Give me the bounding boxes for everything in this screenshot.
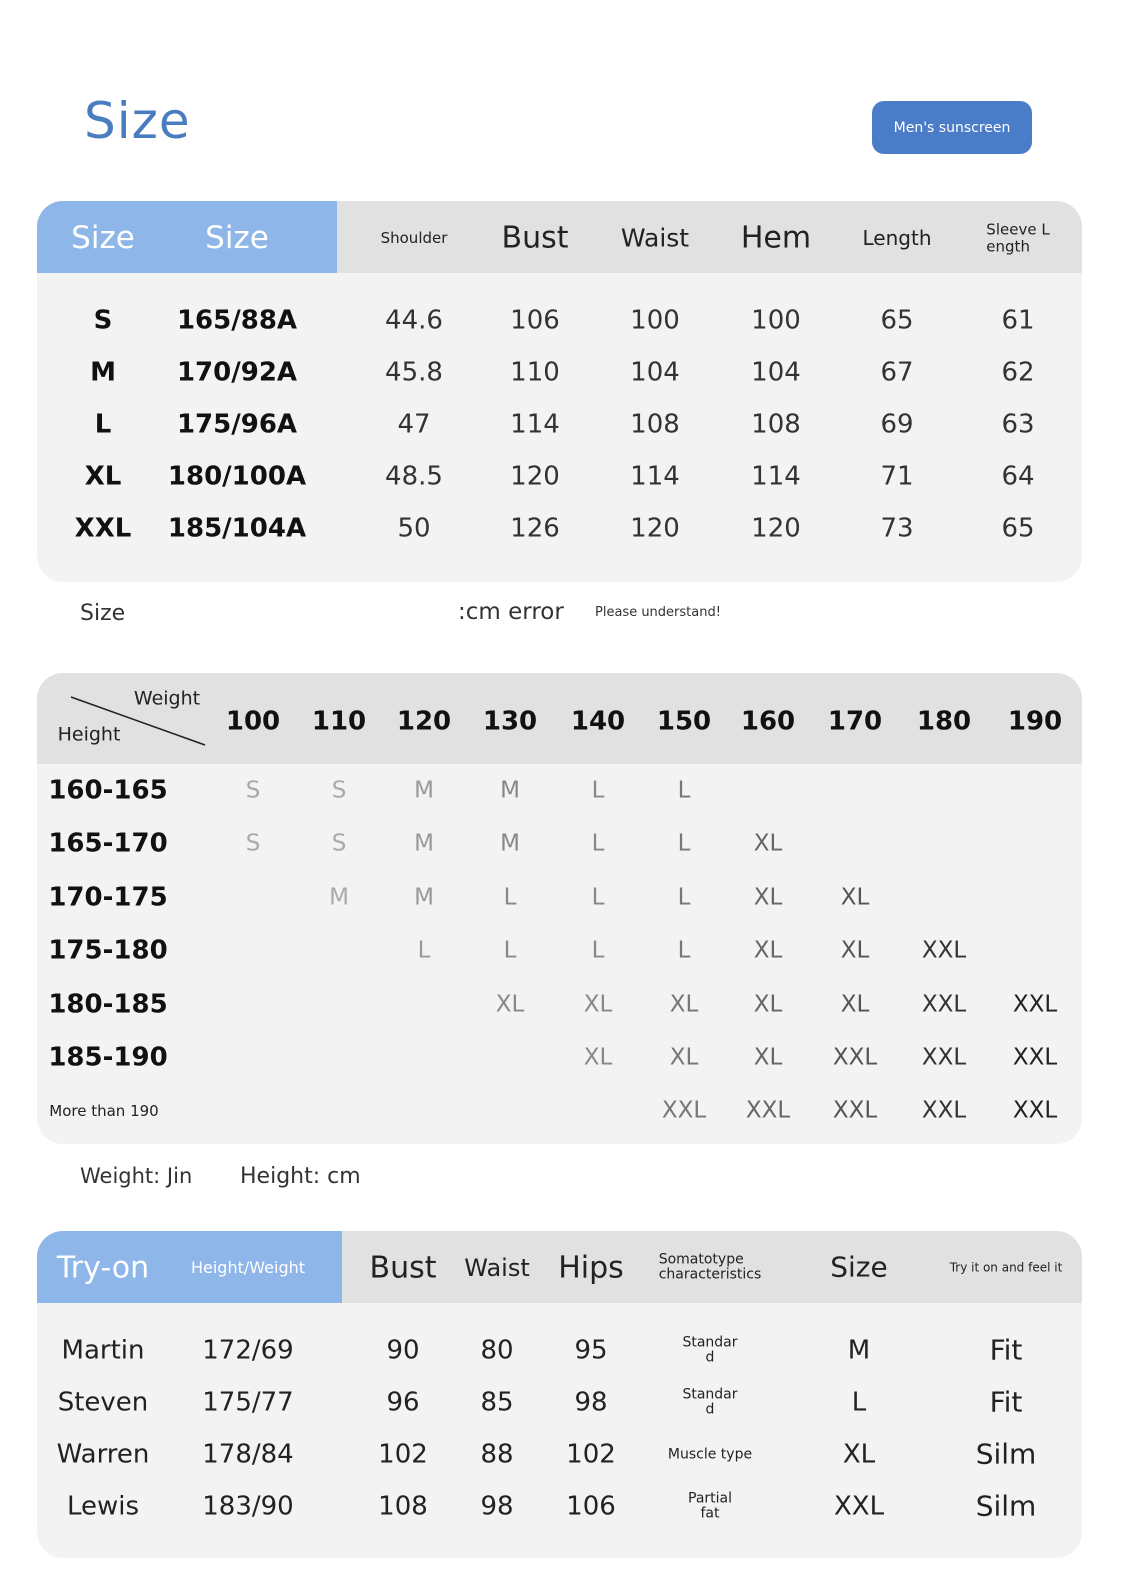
- size-cell: 104: [630, 357, 680, 388]
- size-recommendation-cell: S: [331, 830, 347, 857]
- tryon-header-3: Waist: [464, 1253, 530, 1282]
- size-cell: 120: [630, 513, 680, 544]
- size-cell: 63: [1001, 409, 1035, 440]
- tryon-cell: 88: [480, 1439, 514, 1470]
- height-range-label: More than 190: [49, 1101, 159, 1120]
- size-cell: 108: [630, 409, 680, 440]
- weight-unit-note: Weight: Jin: [80, 1164, 193, 1188]
- size-recommendation-cell: M: [329, 884, 349, 911]
- size-cell: 48.5: [385, 461, 443, 492]
- weight-header: 160: [740, 706, 796, 737]
- size-cell: 114: [510, 409, 560, 440]
- size-recommendation-cell: XL: [583, 991, 613, 1018]
- tryon-table: [37, 1231, 1082, 1558]
- size-recommendation-cell: L: [591, 777, 605, 804]
- size-table: [37, 201, 1082, 582]
- tryon-cell: 172/69: [202, 1335, 294, 1366]
- size-recommendation-cell: XXL: [1012, 1097, 1058, 1124]
- size-cell: 44.6: [385, 305, 443, 336]
- size-recommendation-cell: L: [503, 884, 517, 911]
- tryon-cell: 102: [378, 1439, 428, 1470]
- size-cell: XL: [84, 461, 122, 492]
- size-cell: XXL: [74, 513, 132, 544]
- size-recommendation-cell: XL: [495, 991, 525, 1018]
- weight-header: 120: [396, 706, 452, 737]
- height-range-label: 165-170: [48, 828, 168, 859]
- size-recommendation-cell: XL: [753, 884, 783, 911]
- size-cell: 175/96A: [176, 409, 298, 440]
- size-cell: 69: [880, 409, 914, 440]
- size-cell: 185/104A: [167, 513, 307, 544]
- tryon-cell: 178/84: [202, 1439, 294, 1470]
- size-header-6: Length: [862, 226, 932, 250]
- tryon-cell: Fit: [989, 1385, 1023, 1419]
- size-recommendation-cell: M: [414, 884, 434, 911]
- size-header-2: Shoulder: [380, 228, 448, 247]
- tryon-cell: 175/77: [202, 1387, 294, 1418]
- tryon-header-5: Somatotype characteristics: [658, 1251, 762, 1283]
- size-recommendation-cell: S: [245, 777, 261, 804]
- tryon-cell: 85: [480, 1387, 514, 1418]
- size-header-1: Size: [205, 219, 269, 256]
- tryon-cell: XXL: [833, 1491, 885, 1522]
- size-cell: 170/92A: [176, 357, 298, 388]
- size-cell: 100: [751, 305, 801, 336]
- size-cell: 64: [1001, 461, 1035, 492]
- tryon-header-7: Try it on and feel it: [949, 1260, 1063, 1275]
- size-recommendation-cell: M: [500, 777, 520, 804]
- size-recommendation-cell: XXL: [832, 1097, 878, 1124]
- tryon-cell: Fit: [989, 1333, 1023, 1367]
- weight-header: 190: [1007, 706, 1063, 737]
- size-note-error: :cm error: [458, 599, 564, 625]
- size-cell: 165/88A: [176, 305, 298, 336]
- size-cell: 120: [751, 513, 801, 544]
- size-cell: 65: [1001, 513, 1035, 544]
- size-recommendation-cell: L: [677, 830, 691, 857]
- size-recommendation-cell: XL: [669, 991, 699, 1018]
- tryon-header-1: Height/Weight: [190, 1258, 306, 1278]
- size-cell: 61: [1001, 305, 1035, 336]
- size-cell: 50: [397, 513, 431, 544]
- size-cell: M: [90, 357, 116, 388]
- tryon-cell: Lewis: [66, 1491, 140, 1522]
- size-recommendation-cell: XXL: [921, 991, 967, 1018]
- tryon-cell: 80: [480, 1335, 514, 1366]
- size-header-4: Waist: [620, 223, 690, 253]
- size-recommendation-cell: L: [591, 884, 605, 911]
- tryon-cell: 106: [566, 1491, 616, 1522]
- size-cell: 71: [880, 461, 914, 492]
- size-cell: 106: [510, 305, 560, 336]
- height-unit-note: Height: cm: [240, 1164, 361, 1189]
- size-cell: L: [94, 409, 112, 440]
- size-recommendation-cell: XXL: [1012, 1044, 1058, 1071]
- size-note-label: Size: [80, 601, 126, 626]
- size-cell: 67: [880, 357, 914, 388]
- size-recommendation-cell: XL: [669, 1044, 699, 1071]
- size-cell: 65: [880, 305, 914, 336]
- tryon-cell: Silm: [975, 1489, 1037, 1523]
- size-cell: 108: [751, 409, 801, 440]
- size-recommendation-cell: M: [414, 830, 434, 857]
- height-range-label: 175-180: [48, 935, 168, 966]
- size-recommendation-cell: XL: [840, 937, 870, 964]
- weight-header: 170: [827, 706, 883, 737]
- size-recommendation-cell: XXL: [832, 1044, 878, 1071]
- tryon-cell: 95: [574, 1335, 608, 1366]
- tryon-cell: Silm: [975, 1437, 1037, 1471]
- size-header-0: Size: [71, 219, 135, 256]
- size-cell: S: [93, 305, 113, 336]
- tryon-header-0: Try-on: [56, 1250, 150, 1286]
- size-cell: 100: [630, 305, 680, 336]
- tryon-cell: 98: [480, 1491, 514, 1522]
- size-recommendation-cell: L: [677, 777, 691, 804]
- size-cell: 45.8: [385, 357, 443, 388]
- height-range-label: 185-190: [48, 1042, 168, 1073]
- size-recommendation-cell: M: [414, 777, 434, 804]
- tryon-cell: Steven: [57, 1387, 149, 1418]
- size-recommendation-cell: S: [245, 830, 261, 857]
- weight-header: 110: [311, 706, 367, 737]
- size-recommendation-cell: XL: [840, 884, 870, 911]
- size-cell: 104: [751, 357, 801, 388]
- size-recommendation-cell: L: [503, 937, 517, 964]
- tryon-cell: 102: [566, 1439, 616, 1470]
- size-recommendation-cell: L: [417, 937, 431, 964]
- size-recommendation-cell: XL: [583, 1044, 613, 1071]
- tryon-cell: Standar d: [682, 1386, 738, 1418]
- category-tag-button[interactable]: Men's sunscreen: [872, 101, 1032, 154]
- tryon-cell: L: [851, 1387, 867, 1418]
- size-cell: 180/100A: [167, 461, 307, 492]
- weight-header: 150: [656, 706, 712, 737]
- weight-header: 130: [482, 706, 538, 737]
- size-recommendation-cell: XXL: [1012, 991, 1058, 1018]
- height-range-label: 170-175: [48, 882, 168, 913]
- height-weight-table: [37, 673, 1082, 1144]
- size-cell: 120: [510, 461, 560, 492]
- size-recommendation-cell: XL: [753, 991, 783, 1018]
- tryon-header-6: Size: [830, 1250, 888, 1284]
- tryon-cell: 183/90: [202, 1491, 294, 1522]
- size-header-5: Hem: [740, 220, 812, 256]
- corner-weight-label: Weight: [133, 687, 201, 710]
- tryon-cell: 90: [386, 1335, 420, 1366]
- size-recommendation-cell: XL: [753, 937, 783, 964]
- size-recommendation-cell: S: [331, 777, 347, 804]
- tryon-cell: Martin: [61, 1335, 145, 1366]
- size-cell: 47: [397, 409, 431, 440]
- size-recommendation-cell: XL: [753, 830, 783, 857]
- size-cell: 110: [510, 357, 560, 388]
- size-cell: 114: [630, 461, 680, 492]
- size-recommendation-cell: XXL: [921, 1097, 967, 1124]
- size-recommendation-cell: L: [591, 830, 605, 857]
- size-recommendation-cell: L: [677, 884, 691, 911]
- size-recommendation-cell: L: [591, 937, 605, 964]
- height-range-label: 160-165: [48, 775, 168, 806]
- size-recommendation-cell: XXL: [661, 1097, 707, 1124]
- corner-height-label: Height: [57, 723, 121, 746]
- tryon-cell: Partial fat: [688, 1490, 732, 1522]
- size-recommendation-cell: XXL: [921, 937, 967, 964]
- size-recommendation-cell: M: [500, 830, 520, 857]
- tryon-header-4: Hips: [558, 1250, 624, 1286]
- tryon-cell: 98: [574, 1387, 608, 1418]
- tryon-cell: XL: [842, 1439, 876, 1470]
- size-cell: 126: [510, 513, 560, 544]
- size-header-3: Bust: [501, 220, 569, 256]
- weight-header: 100: [225, 706, 281, 737]
- size-cell: 73: [880, 513, 914, 544]
- tryon-cell: Warren: [56, 1439, 150, 1470]
- tryon-cell: M: [847, 1335, 871, 1366]
- size-cell: 114: [751, 461, 801, 492]
- size-recommendation-cell: XXL: [745, 1097, 791, 1124]
- size-note-understand: Please understand!: [595, 605, 721, 620]
- tryon-cell: Muscle type: [667, 1446, 753, 1463]
- tryon-cell: Standar d: [682, 1334, 738, 1366]
- size-recommendation-cell: XL: [753, 1044, 783, 1071]
- size-cell: 62: [1001, 357, 1035, 388]
- size-recommendation-cell: XL: [840, 991, 870, 1018]
- page-title: Size: [84, 92, 191, 150]
- size-recommendation-cell: L: [677, 937, 691, 964]
- weight-header: 140: [570, 706, 626, 737]
- size-header-7: Sleeve L ength: [986, 220, 1050, 255]
- tryon-cell: 96: [386, 1387, 420, 1418]
- weight-header: 180: [916, 706, 972, 737]
- tryon-header-2: Bust: [369, 1250, 437, 1286]
- tryon-cell: 108: [378, 1491, 428, 1522]
- size-recommendation-cell: XXL: [921, 1044, 967, 1071]
- height-range-label: 180-185: [48, 989, 168, 1020]
